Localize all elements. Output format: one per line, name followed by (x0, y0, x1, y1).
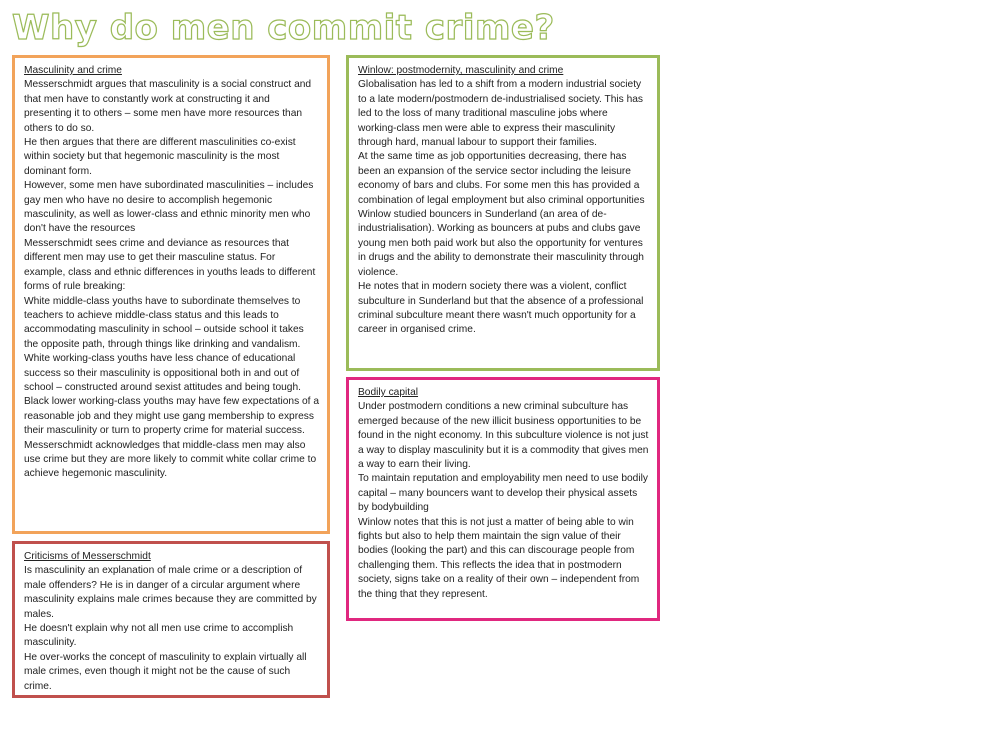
page-title: Why do men commit crime? (12, 8, 555, 48)
paragraph: To maintain reputation and employability men need to use bodily capital – many bouncers want to develop their physical assets by bodybuilding (358, 473, 648, 514)
paragraph: Winlow notes that this is not just a matter of being able to win fights but also to help them maintain the sign value of their bodies (looking the part) and this can discourage people from challenging them. This reflects the idea that in postmodern society, signs take on a reality of their own – independent from the thing that they represent. (358, 516, 640, 600)
paragraph: Is masculinity an explanation of male crime or a description of male offenders? He is in danger of a circular argument where masculinity explains male crimes because they are committed by males. (24, 565, 317, 620)
paragraph: Messerschmidt sees crime and deviance as resources that different men may use to get their masculine status. For example, class and ethnic differences in youths leads to different forms of rule breaking: (24, 237, 316, 293)
winlow-box (346, 55, 660, 371)
paragraph: However, some men have subordinated masculinities – includes gay men who have no desire to accomplish hegemonic masculinity, as well as lower-class and ethnic minority men who don't have the resources (24, 180, 314, 235)
paragraph: White working-class youths have less chance of educational success so their masculinity is oppositional both in and out of school – constructed around sexist attitudes and being tough. (24, 353, 301, 393)
bodily-capital-box (346, 377, 660, 621)
paragraph: Messerschmidt acknowledges that middle-class men may also use crime but they are more likely to commit white collar crime to achieve hegemonic masculinity. (24, 439, 317, 480)
paragraph: At the same time as job opportunities decreasing, there has been an expansion of the service sector including the leisure economy of bars and clubs. For some men this has provided a combination of legal employment but also criminal opportunities (358, 151, 645, 206)
paragraph: Globalisation has led to a shift from a modern industrial society to a late modern/postmodern de-industrialised society. This has led to the loss of many traditional masculine jobs where working-class men were able to express their masculinity through hard, manual labour to support their families. (358, 79, 644, 149)
box-heading: Masculinity and crime (24, 65, 122, 76)
paragraph: Black lower working-class youths may have few expectations of a reasonable job and they might use gang membership to express their masculinity or turn to property crime for material success. (24, 396, 320, 437)
box-heading: Bodily capital (358, 387, 419, 398)
criticisms-box (12, 541, 330, 698)
paragraph: He notes that in modern society there was a violent, conflict subculture in Sunderland but that the absence of a professional criminal subculture meant there wasn't much opportunity for a career in organised crime. (358, 281, 644, 336)
paragraph: Under postmodern conditions a new criminal subculture has emerged because of the new illicit business opportunities to be found in the night economy. In this subculture violence is not just a way to display masculinity but it is a commodity that gives men a way to earn their living. (358, 401, 649, 471)
paragraph: Messerschmidt argues that masculinity is a social construct and that men have to constantly work at constructing it and presenting it to others – some men have more resources than others to do so. (24, 79, 312, 134)
paragraph: He doesn't explain why not all men use crime to accomplish masculinity. (24, 623, 294, 649)
box-heading: Criticisms of Messerschmidt (24, 551, 151, 562)
paragraph: Winlow studied bouncers in Sunderland (an area of de-industrialisation). Working as bouncers at pubs and clubs gave young men both paid work but also the opportunity for ventures in drugs and the ability to demonstrate their masculinity through violence. (358, 209, 644, 278)
masculinity-and-crime-box (12, 55, 330, 534)
paragraph: White middle-class youths have to subordinate themselves to teachers to achieve middle-class status and this leads to accommodating masculinity in school – outside school it takes the opposite path, through things like drinking and vandalism. (24, 295, 304, 350)
paragraph: He over-works the concept of masculinity to explain virtually all male crimes, even though it might not be the cause of such crime. (24, 651, 307, 692)
box-heading: Winlow: postmodernity, masculinity and crime (358, 65, 564, 76)
paragraph: He then argues that there are different masculinities co-exist within society but that hegemonic masculinity is the most dominant form. (24, 137, 296, 177)
